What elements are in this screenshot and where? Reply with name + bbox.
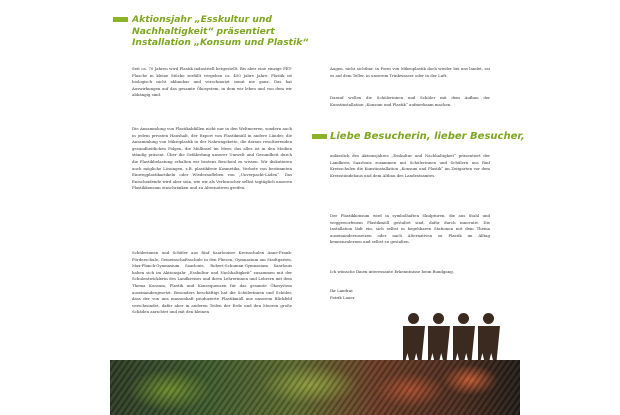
heading-accent-bar: [113, 17, 128, 22]
section1-paragraph-3: Schülerinnen und Schüler aus fünf Saarlouiser Kreisschulen Anne-Frank-Förderschule, Gemeinschaftsschule in den Fliesen, Gymnasium am Stadtgarten, Max-Planck-Gymnasium Saarlouis, Robert-Schuman-Gymnasium Saarlouis haben sich im Aktionsjahr „Esskultur und Nachhaltigkeit“ zusammen mit der Schulentwicklerin des Landkreises und ihren Lehrerinnen und Lehrern mit dem Thema Konsum, Plastik und Konsequenzen für das gesamte Ökosystem auseinandergesetzt. Besonders beschäftigt hat die Schülerinnen und Schüler, dass der von uns massenhaft produzierte Plastikmüll aus unserem Blickfeld verschwindet, dafür aber in anderen Teilen der Erde und den Meeren große Schäden anrichtet und mit den kleinen: [132, 250, 292, 315]
section1-paragraph-4: Augen, nicht sichtbar, in Form von Mikroplastik doch wieder bei uns landet, sei es auf dem Teller, in unserem Trinkwasser oder in der Luft.: [330, 66, 490, 78]
section1-paragraph-2: Die Ansammlung von Plastikabfällen nicht nur in den Weltmeeren, sondern auch in jedem privaten Haushalt, der Export von Plastikmüll in andere Länder, die Ansammlung von Mikroplastik in der Nahrungskette, die daraus resultierenden gesundheitlichen Folgen, die Müllinsel im Meer, das alles ist in den Medien ständig präsent. Über die Gefährdung unserer Umwelt und Gesundheit durch die Plastikbelastung erhalten wir bestens Bescheid zu wissen. Wir diskutieren auch mögliche Lösungen, z.B. plastikfreie Kosmetika, Verbote von bestimmten Einwegplastikartikeln oder Wiederaufleben von „Unverpackt-Läden“. Das Entscheidende wird aber sein, wie wir als Verbraucher selbst tagtäglich unseren Plastikkonsum einschränken und zu Alternativen greifen.: [132, 126, 292, 191]
section1-paragraph-5: Darauf wollen die Schülerinnen und Schüler mit dem Aufbau der Kunstinstallation „Konsum und Plastik“ aufmerksam machen.: [330, 95, 490, 107]
section1-paragraph-1: Seit ca. 70 Jahren wird Plastik industriell hergestellt. Bis aber eine einzige PET-Flasche in kleine Stücke zerfällt vergehen ca. 450 Jahre Jahre. Plastik ist biologisch nicht abbaubar und verschmutzt somit nie ganz. Das hat Auswirkungen auf das gesamte Ökosystem, in dem wir leben und von dem wir abhängig sind.: [132, 66, 292, 98]
signoff-name: Patrik Lauer: [330, 295, 355, 300]
section2-paragraph-2: Der Plastikkonsum wird in symbolhaften Skulpturen, die aus Stahl und weggeworfenem Plastikmüll gestaltet sind, dafür durch innovativ. Die Installation lädt ein, sich selbst in begehbaren Stationen mit dem Thema auseinanderzusetzen oder nach Alternativen zu Plastik im Alltag kennenzulernen und selbst zu gestalten.: [330, 213, 490, 245]
section1-heading: Aktionsjahr „Esskultur und Nachhaltigkeit“ präsentiert Installation „Konsum und Plastik“: [132, 14, 309, 48]
signoff-title: Ihr Landrat: [330, 288, 353, 293]
section2-heading: Liebe Besucherin, lieber Besucher,: [330, 131, 525, 142]
heading-accent-bar-2: [312, 134, 327, 139]
section2-paragraph-3: Ich wünsche Ihnen interessante Erkenntnisse beim Rundgang.: [330, 269, 454, 274]
section2-paragraph-1: anlässlich des Aktionsjahres „Esskultur und Nachhaltigkeit“ präsentiert der Landkreis Saarlouis zusammen mit Schülerinnen und Schülern aus fünf Kreisschulen die Kunstinstallation „Konsum und Plastik“ im Zeitgarten vor dem Kreisständehaus und dem Altbau des Landratsamtes.: [330, 153, 490, 178]
plastic-photo-strip: [110, 360, 520, 415]
